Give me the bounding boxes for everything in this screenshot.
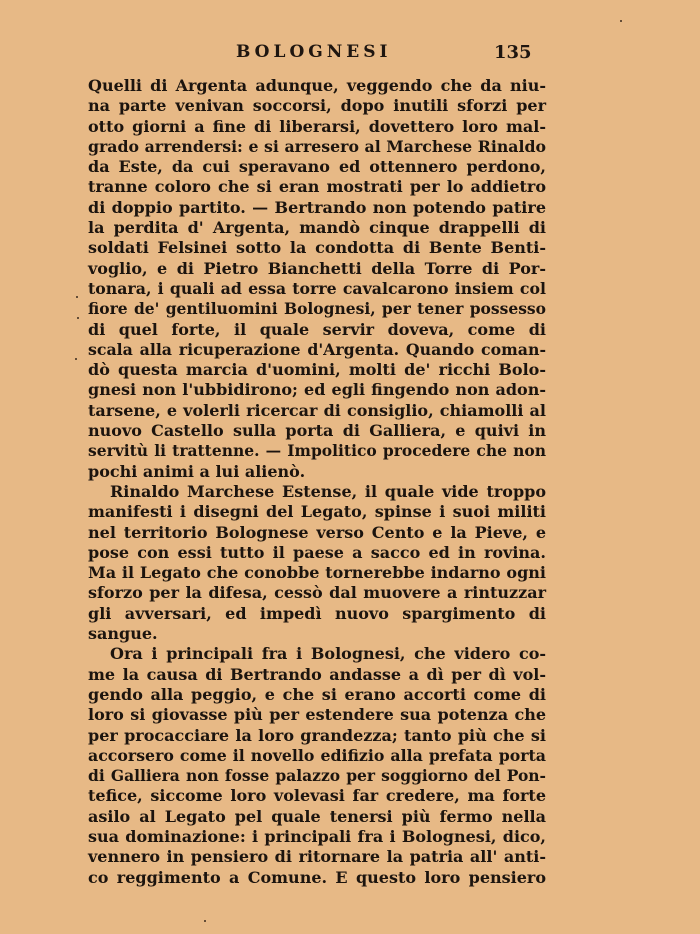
text-line: co reggimento a Comune. E questo loro pensiero: [88, 867, 546, 887]
text-line: me la causa di Bertrando andasse a dì per dì vol-: [88, 664, 546, 684]
text-line: accorsero come il novello edifizio alla prefata porta: [88, 745, 546, 765]
running-title: BOLOGNESI: [236, 42, 392, 62]
print-speck: [620, 20, 622, 22]
text-line: di Galliera non fosse palazzo per soggiorno del Pon-: [88, 766, 546, 786]
text-line: tarsene, e volerli ricercar di consiglio, chiamolli al: [88, 400, 546, 420]
body-text: [88, 76, 546, 888]
text-line: tranne coloro che si eran mostrati per lo addietro: [88, 177, 546, 197]
text-line: na parte venivan soccorsi, dopo inutili sforzi per: [88, 96, 546, 116]
paragraph-end-line: pochi animi a lui alienò.: [88, 461, 306, 481]
text-line: Quelli di Argenta adunque, veggendo che da niu-: [88, 76, 546, 95]
text-line: gendo alla peggio, e che si erano accorti come di: [88, 684, 546, 704]
text-line: per procacciare la loro grandezza; tanto più che si: [88, 725, 546, 745]
text-line: nel territorio Bolognese verso Cento e la Pieve, e: [88, 522, 546, 542]
print-speck: [76, 296, 78, 298]
text-line: dò questa marcia d'uomini, molti de' ricchi Bolo-: [88, 360, 546, 380]
text-line: loro si giovasse più per estendere sua potenza che: [88, 705, 546, 725]
text-line: soldati Felsinei sotto la condotta di Bente Benti-: [88, 238, 546, 258]
text-line: voglio, e di Pietro Bianchetti della Torre di Por-: [88, 258, 546, 278]
paragraph-start-line: Ora i principali fra i Bolognesi, che videro co-: [110, 644, 546, 664]
text-line: otto giorni a fine di liberarsi, dovettero loro mal-: [88, 116, 546, 136]
print-speck: [75, 358, 77, 360]
text-line: grado arrendersi: e si arresero al Marchese Rinaldo: [88, 136, 546, 156]
text-line: gli avversari, ed impedì nuovo spargimento di: [88, 603, 546, 623]
text-line: scala alla ricuperazione d'Argenta. Quando coman-: [88, 339, 546, 359]
text-line: nuovo Castello sulla porta di Galliera, e quivi in: [88, 421, 546, 441]
text-line: da Este, da cui speravano ed ottennero perdono,: [88, 157, 546, 177]
print-speck: [204, 920, 206, 922]
text-line: vennero in pensiero di ritornare la patria all' anti-: [88, 847, 546, 867]
paragraph-end-line: sangue.: [88, 624, 158, 644]
page-number: 135: [494, 42, 532, 63]
text-line: di quel forte, il quale servir doveva, come di: [88, 319, 546, 339]
text-line: sua dominazione: i principali fra i Bolognesi, dico,: [88, 826, 546, 846]
text-line: fiore de' gentiluomini Bolognesi, per tener possesso: [88, 299, 546, 319]
text-line: la perdita d' Argenta, mandò cinque drappelli di: [88, 218, 546, 238]
text-line: pose con essi tutto il paese a sacco ed in rovina.: [88, 542, 546, 562]
text-line: gnesi non l'ubbidirono; ed egli fingendo non adon-: [88, 380, 546, 400]
running-head: [0, 42, 700, 66]
text-line: servitù li trattenne. — Impolitico procedere che non: [88, 441, 546, 461]
print-speck: [77, 317, 79, 319]
paragraph-start-line: Rinaldo Marchese Estense, il quale vide troppo: [110, 481, 546, 501]
text-line: tefice, siccome loro volevasi far credere, ma forte: [88, 786, 546, 806]
text-line: Ma il Legato che conobbe tornerebbe indarno ogni: [88, 563, 546, 583]
text-line: manifesti i disegni del Legato, spinse i suoi militi: [88, 502, 546, 522]
text-line: di doppio partito. — Bertrando non potendo patire: [88, 197, 546, 217]
text-line: sforzo per la difesa, cessò dal muovere a rintuzzar: [88, 583, 546, 603]
text-line: asilo al Legato pel quale tenersi più fermo nella: [88, 806, 546, 826]
text-line: tonara, i quali ad essa torre cavalcarono insiem col: [88, 278, 546, 298]
